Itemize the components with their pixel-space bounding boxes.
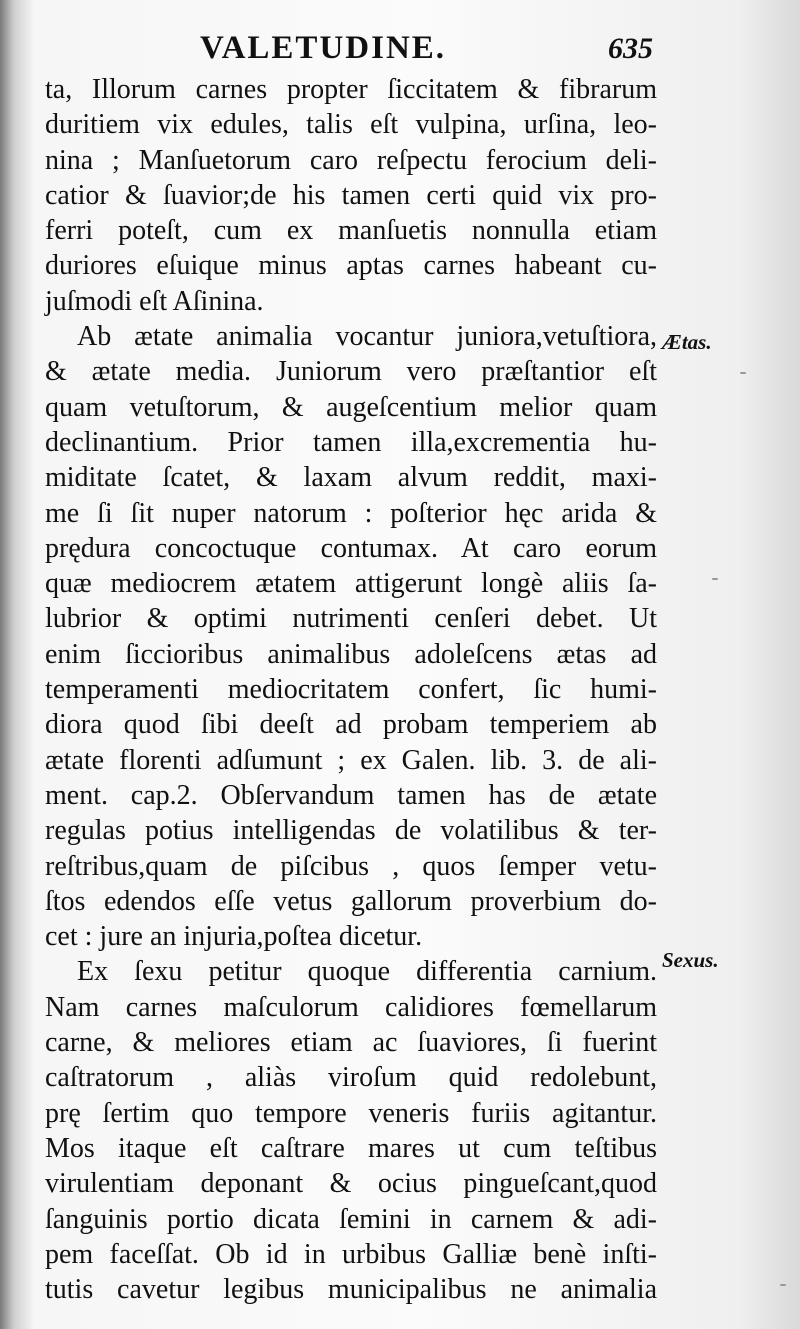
- margin-note-aetas: Ætas.: [662, 330, 712, 354]
- text-line: Mos itaque eſt caſtrare mares ut cum teſtibus: [45, 1132, 657, 1164]
- text-line: ſanguinis portio dicata ſemini in carnem & adi-: [45, 1203, 657, 1235]
- paper-speck: [712, 578, 718, 580]
- text-line: Nam carnes maſculorum calidiores fœmellarum: [45, 991, 657, 1023]
- text-line: ta, Illorum carnes propter ſiccitatem & fibrarum: [45, 74, 657, 105]
- margin-note-sexus: Sexus.: [662, 948, 719, 972]
- text-line: quam vetuſtorum, & augeſcentium melior quam: [45, 391, 657, 423]
- text-line: tutis cavetur legibus municipalibus ne animalia: [45, 1274, 657, 1306]
- text-line: regulas potius intelligendas de volatilibus & ter-: [45, 815, 657, 847]
- text-line: lubrior & optimi nutrimenti cenſeri debet. Ut: [45, 603, 657, 635]
- running-head: VALETUDINE.: [200, 30, 447, 66]
- body-text: [45, 72, 657, 1307]
- text-line: declinantium. Prior tamen illa,excrementia hu-: [45, 426, 657, 458]
- text-line: ment. cap.2. Obſervandum tamen has de ætate: [45, 779, 657, 811]
- page-header: [0, 30, 800, 70]
- paper-speck: [780, 1284, 786, 1286]
- text-line: juſmodi eſt Aſinina.: [45, 285, 264, 317]
- text-line: duritiem vix edules, talis eſt vulpina, urſina, leo-: [45, 109, 657, 141]
- text-line: carne, & meliores etiam ac ſuaviores, ſi fuerint: [45, 1027, 657, 1059]
- text-line: reſtribus,quam de piſcibus , quos ſemper vetu-: [45, 850, 657, 882]
- text-line: catior & ſuavior;de his tamen certi quid vix pro-: [45, 179, 657, 211]
- text-line: cet : jure an injuria,poſtea dicetur.: [45, 921, 423, 953]
- page-number: 635: [608, 32, 653, 65]
- text-line: pem faceſſat. Ob id in urbibus Galliæ benè inſti-: [45, 1238, 657, 1270]
- text-line: quæ mediocrem ætatem attigerunt longè aliis ſa-: [45, 568, 657, 600]
- text-line: duriores eſuique minus aptas carnes habeant cu-: [45, 250, 657, 282]
- text-line: ferri poteſt, cum ex manſuetis nonnulla etiam: [45, 215, 657, 247]
- text-line: prędura concoctuque contumax. At caro eorum: [45, 532, 657, 564]
- text-line: Ex ſexu petitur quoque differentia carnium.: [77, 956, 657, 988]
- text-line: nina ; Manſuetorum caro reſpectu ferocium deli-: [45, 144, 657, 176]
- text-line: virulentiam deponant & ocius pingueſcant,quod: [45, 1168, 657, 1200]
- text-line: miditate ſcatet, & laxam alvum reddit, maxi-: [45, 462, 657, 494]
- text-line: diora quod ſibi deeſt ad probam temperiem ab: [45, 709, 657, 741]
- text-line: caſtratorum , aliàs viroſum quid redolebunt,: [45, 1062, 657, 1094]
- paper-speck: [740, 372, 746, 374]
- text-line: enim ſiccioribus animalibus adoleſcens ætas ad: [45, 638, 657, 670]
- text-line: ætate florenti adſumunt ; ex Galen. lib. 3. de ali-: [45, 744, 657, 776]
- text-line: Ab ætate animalia vocantur juniora,vetuſtiora,: [77, 321, 657, 353]
- text-line: prę ſertim quo tempore veneris furiis agitantur.: [45, 1097, 657, 1129]
- text-line: & ætate media. Juniorum vero præſtantior eſt: [45, 356, 657, 388]
- text-line: ſtos edendos eſſe vetus gallorum proverbium do-: [45, 885, 657, 917]
- text-line: temperamenti mediocritatem confert, ſic humi-: [45, 674, 657, 706]
- text-line: me ſi ſit nuper natorum : poſterior hęc arida &: [45, 497, 657, 529]
